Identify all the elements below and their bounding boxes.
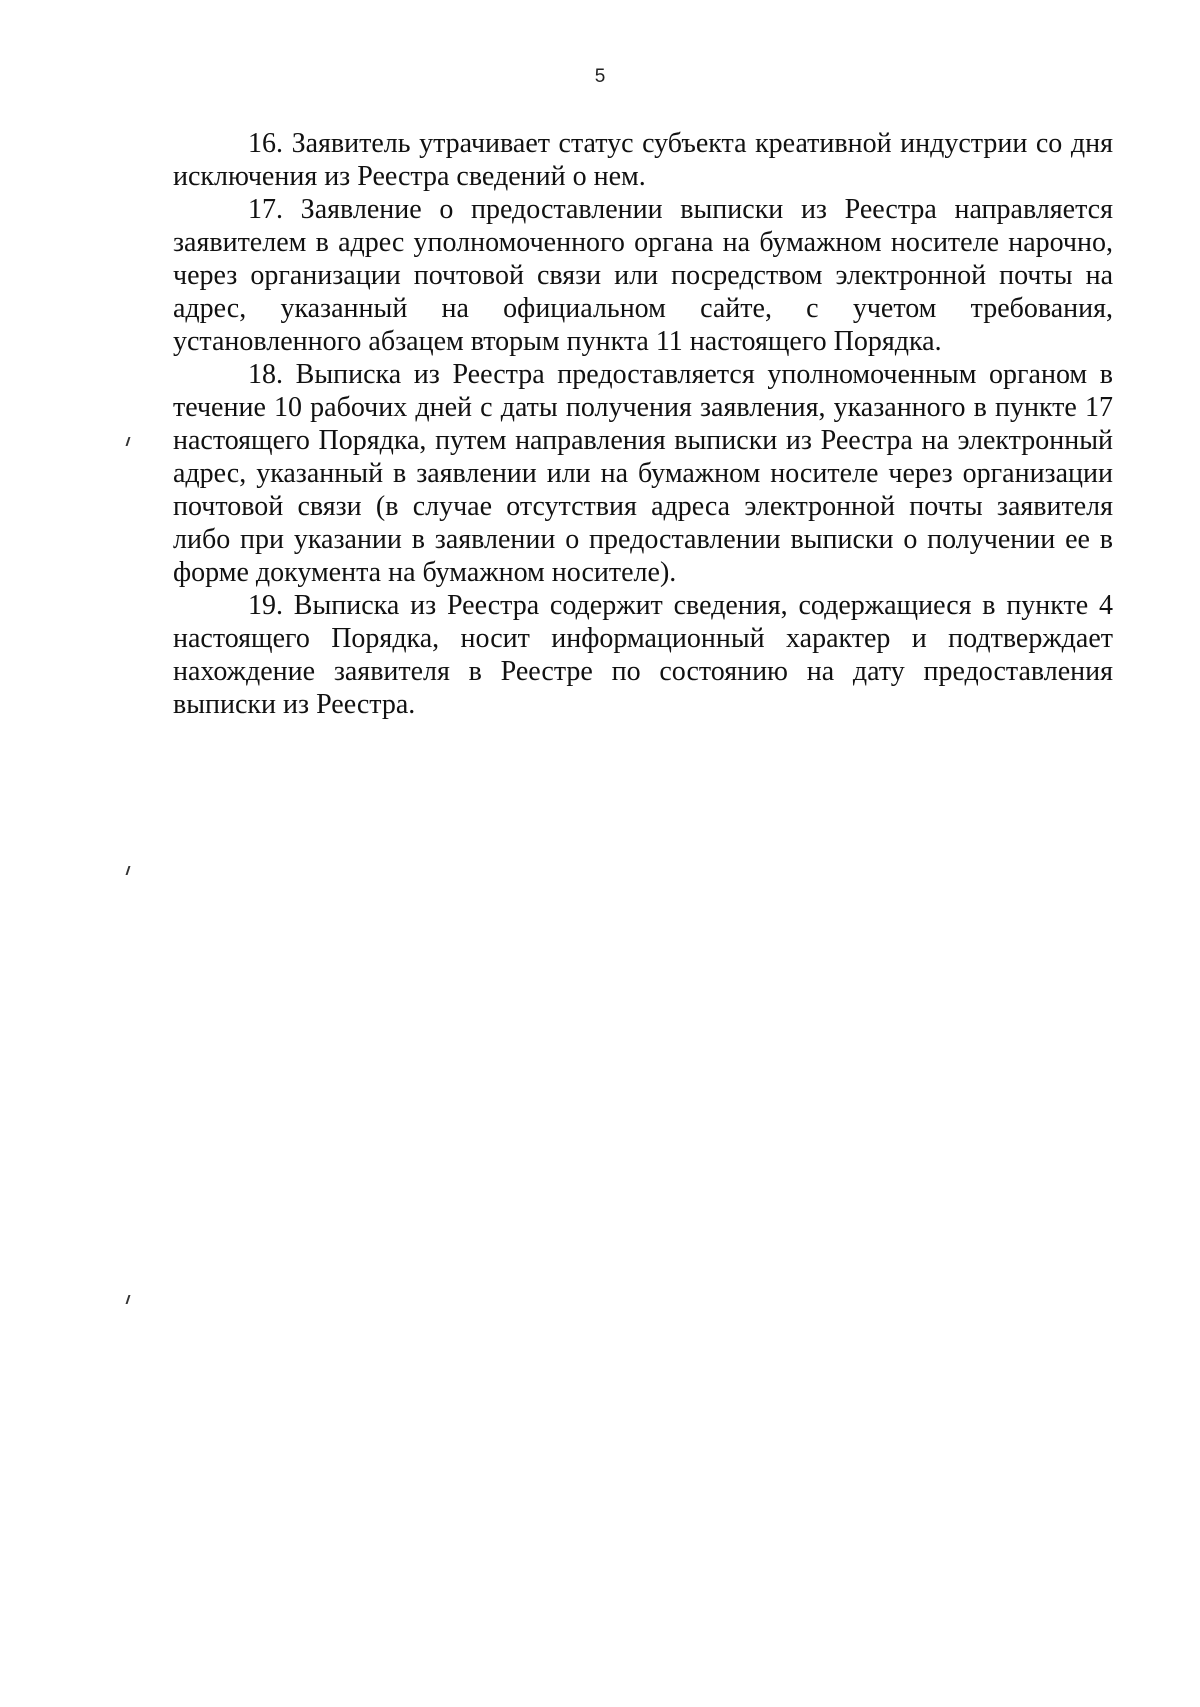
paragraph-18: 18. Выписка из Реестра предоставляется уполномоченным органом в течение 10 рабочих дней с даты получения заявления, указанного в пункте 17 настоящего Порядка, путем направления выписки из Реестра на электронный адрес, указанный в заявлении или на бумажном носителе через организации почтовой связи (в случае отсутствия адреса электронной почты заявителя либо при указании в заявлении о предоставлении выписки о получении ее в форме документа на бумажном носителе). — [173, 359, 1113, 588]
paragraph-19: 19. Выписка из Реестра содержит сведения, содержащиеся в пункте 4 настоящего Порядка, носит информационный характер и подтверждает нахождение заявителя в Реестре по состоянию на дату предоставления выписки из Реестра. — [173, 590, 1113, 720]
paragraph-17: 17. Заявление о предоставлении выписки из Реестра направляется заявителем в адрес уполномоченного органа на бумажном носителе нарочно, через организации почтовой связи или посредством электронной почты на адрес, указанный на официальном сайте, с учетом требования, установленного абзацем вторым пункта 11 настоящего Порядка. — [173, 194, 1113, 357]
page-number: 5 — [594, 66, 606, 87]
scan-mark — [126, 437, 130, 446]
scan-mark — [126, 1295, 130, 1304]
scan-mark — [126, 866, 130, 875]
paragraph-16: 16. Заявитель утрачивает статус субъекта креативной индустрии со дня исключения из Реестра сведений о нем. — [173, 128, 1113, 192]
document-body — [173, 127, 1113, 721]
